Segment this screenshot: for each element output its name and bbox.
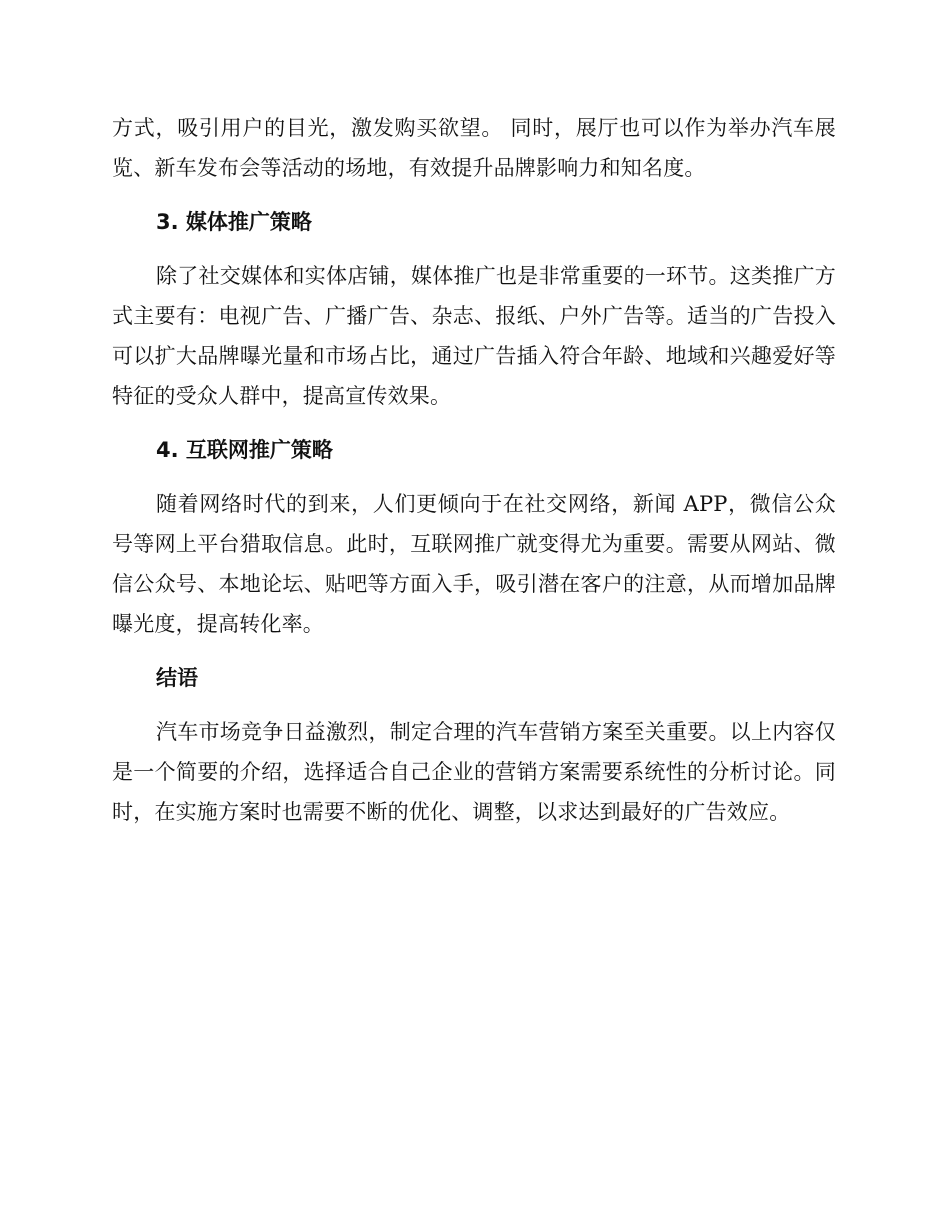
paragraph-media-promotion: 除了社交媒体和实体店铺，媒体推广也是非常重要的一环节。这类推广方式主要有：电视广告、广播广告、杂志、报纸、户外广告等。适当的广告投入可以扩大品牌曝光量和市场占比，通过广告插入符合年龄、地域和兴趣爱好等特征的受众人群中，提高宣传效果。 (112, 264, 836, 408)
document-page (112, 108, 836, 832)
heading-conclusion: 结语 (156, 666, 198, 690)
heading-media-promotion: 3. 媒体推广策略 (156, 210, 312, 234)
paragraph-conclusion: 汽车市场竞争日益激烈，制定合理的汽车营销方案至关重要。以上内容仅是一个简要的介绍，选择适合自己企业的营销方案需要系统性的分析讨论。同时，在实施方案时也需要不断的优化、调整，以求达到最好的广告效应。 (112, 720, 836, 824)
heading-internet-promotion: 4. 互联网推广策略 (156, 438, 333, 462)
paragraph-showroom: 方式，吸引用户的目光，激发购买欲望。 同时，展厅也可以作为举办汽车展览、新车发布会等活动的场地，有效提升品牌影响力和知名度。 (112, 116, 836, 180)
paragraph-internet-promotion: 随着网络时代的到来，人们更倾向于在社交网络，新闻 APP，微信公众号等网上平台猎取信息。此时，互联网推广就变得尤为重要。需要从网站、微信公众号、本地论坛、贴吧等方面入手，吸引潜在客户的注意，从而增加品牌曝光度，提高转化率。 (112, 492, 836, 636)
